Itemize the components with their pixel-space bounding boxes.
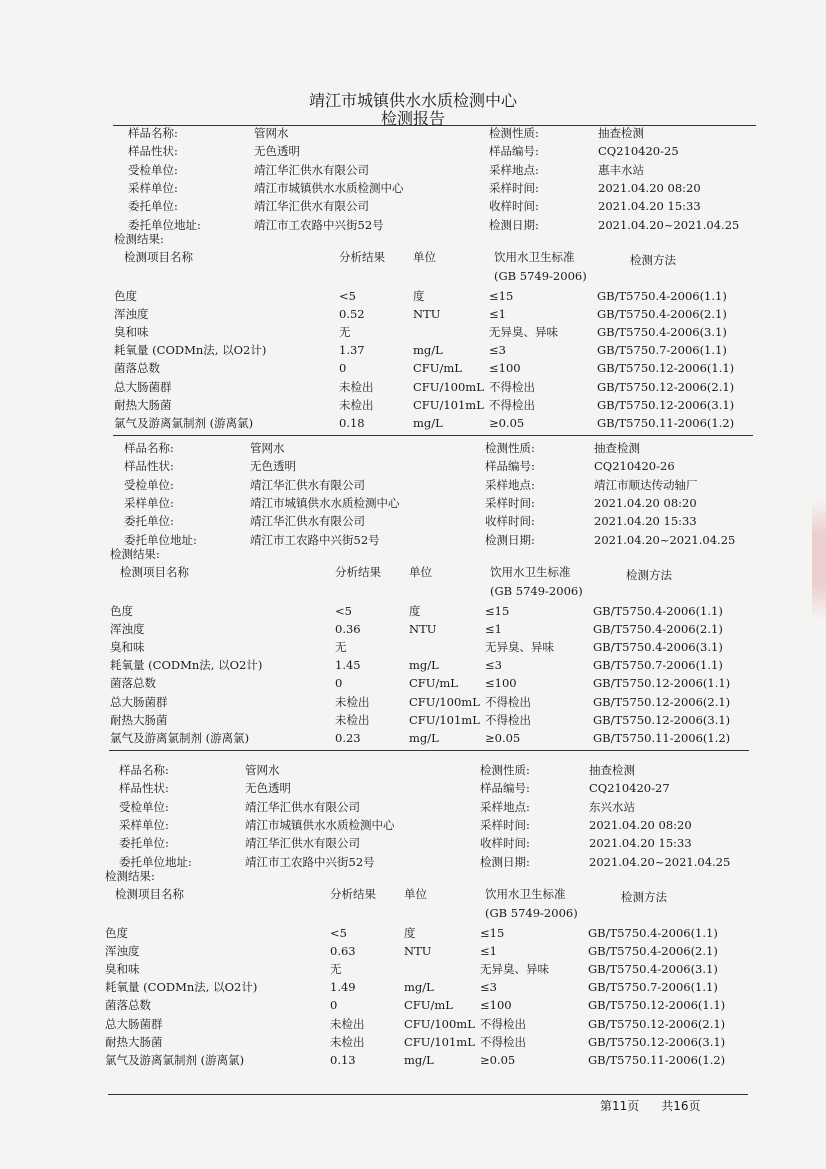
cell-standard: ≤3 — [480, 980, 497, 995]
cell-method: GB/T5750.12-2006(2.1) — [588, 1016, 726, 1031]
cell-standard: ≤100 — [485, 676, 517, 691]
value-client-address: 靖江市工农路中兴街52号 — [250, 532, 380, 547]
cell-result: 0 — [335, 676, 343, 691]
cell-result: <5 — [339, 289, 356, 303]
cell-result: 0.23 — [335, 730, 361, 745]
col-header-result: 分析结果 — [335, 565, 381, 579]
value-sample-state: 无色透明 — [254, 144, 300, 159]
cell-standard: ≤100 — [480, 998, 512, 1013]
cell-unit: NTU — [413, 307, 441, 322]
cell-standard: ≤3 — [489, 343, 506, 358]
cell-result: 无 — [330, 962, 342, 977]
cell-result: 未检出 — [335, 694, 370, 709]
label-sampling-unit: 采样单位: — [119, 817, 169, 832]
label-sampling-time: 采样时间: — [489, 180, 539, 195]
cell-method: GB/T5750.12-2006(3.1) — [593, 712, 731, 727]
label-sampling-time: 采样时间: — [485, 495, 535, 510]
col-header-method: 检测方法 — [621, 890, 667, 904]
cell-standard: ≤15 — [485, 604, 510, 618]
cell-method: GB/T5750.7-2006(1.1) — [597, 343, 727, 358]
cell-unit: CFU/101mL — [409, 712, 480, 727]
col-header-unit: 单位 — [404, 887, 427, 901]
cell-item: 菌落总数 — [105, 998, 151, 1013]
value-receiving-time: 2021.04.20 15:33 — [594, 514, 697, 529]
cell-standard: ≤3 — [485, 658, 502, 673]
cell-standard: ≤15 — [480, 926, 505, 940]
label-test-date: 检测日期: — [480, 854, 530, 869]
col-header-item: 检测项目名称 — [115, 887, 184, 901]
label-sample-state: 样品性状: — [128, 144, 178, 159]
cell-item: 氯气及游离氯制剂 (游离氯) — [110, 730, 250, 745]
cell-item: 耗氧量 (CODMn法, 以O2计) — [110, 658, 263, 673]
cell-method: GB/T5750.12-2006(3.1) — [588, 1034, 726, 1049]
cell-result: 未检出 — [339, 379, 374, 394]
sample-section — [0, 126, 826, 456]
cell-result: 0.13 — [330, 1052, 356, 1067]
cell-unit: CFU/100mL — [404, 1016, 475, 1031]
cell-result: 未检出 — [330, 1034, 365, 1049]
cell-result: 无 — [335, 640, 347, 655]
cell-result: 无 — [339, 325, 351, 340]
label-client-address: 委托单位地址: — [124, 532, 197, 547]
value-test-nature: 抽查检测 — [598, 126, 644, 140]
cell-unit: mg/L — [404, 1052, 434, 1067]
label-test-date: 检测日期: — [485, 532, 535, 547]
cell-result: <5 — [330, 926, 347, 940]
label-sample-state: 样品性状: — [124, 459, 174, 474]
cell-standard: ≤100 — [489, 361, 521, 376]
value-test-date: 2021.04.20~2021.04.25 — [589, 854, 731, 869]
value-sampling-time: 2021.04.20 08:20 — [589, 817, 692, 832]
cell-standard: 不得检出 — [485, 712, 531, 727]
col-header-standard: 饮用水卫生标准 — [494, 250, 575, 264]
cell-item: 氯气及游离氯制剂 (游离氯) — [114, 415, 254, 430]
cell-item: 浑浊度 — [110, 622, 145, 637]
col-header-standard-ref: (GB 5749-2006) — [485, 906, 578, 920]
value-test-date: 2021.04.20~2021.04.25 — [598, 217, 740, 232]
cell-result: 0.18 — [339, 415, 365, 430]
cell-item: 臭和味 — [110, 640, 145, 655]
cell-method: GB/T5750.4-2006(2.1) — [588, 944, 718, 959]
cell-item: 臭和味 — [105, 962, 140, 977]
cell-standard: 不得检出 — [489, 397, 535, 412]
cell-standard: ≥0.05 — [485, 730, 521, 745]
cell-standard: ≤1 — [485, 622, 502, 637]
cell-method: GB/T5750.12-2006(1.1) — [588, 998, 726, 1013]
cell-item: 色度 — [110, 604, 133, 618]
cell-method: GB/T5750.4-2006(2.1) — [597, 307, 727, 322]
cell-item: 菌落总数 — [110, 676, 156, 691]
cell-result: 0.52 — [339, 307, 365, 322]
value-sample-name: 管网水 — [245, 763, 280, 777]
label-client-address: 委托单位地址: — [128, 217, 201, 232]
label-sampling-unit: 采样单位: — [128, 180, 178, 195]
cell-standard: ≥0.05 — [480, 1052, 516, 1067]
cell-result: 0.63 — [330, 944, 356, 959]
report-title: 检测报告 — [380, 109, 445, 128]
value-receiving-time: 2021.04.20 15:33 — [589, 836, 692, 851]
label-test-date: 检测日期: — [489, 217, 539, 232]
cell-method: GB/T5750.11-2006(1.2) — [588, 1052, 726, 1067]
org-title: 靖江市城镇供水水质检测中心 — [308, 91, 517, 110]
cell-method: GB/T5750.12-2006(1.1) — [597, 361, 735, 376]
value-sample-no: CQ210420-27 — [589, 781, 670, 796]
cell-item: 浑浊度 — [114, 307, 149, 322]
value-client-address: 靖江市工农路中兴街52号 — [254, 217, 384, 232]
cell-standard: 不得检出 — [489, 379, 535, 394]
cell-item: 色度 — [105, 926, 128, 940]
label-sampling-time: 采样时间: — [480, 817, 530, 832]
cell-method: GB/T5750.11-2006(1.2) — [593, 730, 731, 745]
col-header-standard-ref: (GB 5749-2006) — [494, 269, 587, 283]
cell-result: 1.49 — [330, 980, 356, 995]
cell-item: 臭和味 — [114, 325, 149, 340]
label-client-unit: 委托单位: — [119, 836, 169, 851]
cell-method: GB/T5750.4-2006(1.1) — [597, 289, 727, 303]
value-sampling-site: 靖江市顺达传动轴厂 — [594, 477, 698, 492]
cell-standard: ≤1 — [480, 944, 497, 959]
col-header-standard: 饮用水卫生标准 — [490, 565, 571, 579]
cell-standard: ≥0.05 — [489, 415, 525, 430]
cell-item: 耗氧量 (CODMn法, 以O2计) — [114, 343, 267, 358]
value-sampling-unit: 靖江市城镇供水水质检测中心 — [245, 817, 395, 832]
cell-item: 菌落总数 — [114, 361, 160, 376]
cell-method: GB/T5750.7-2006(1.1) — [588, 980, 718, 995]
cell-result: 1.37 — [339, 343, 365, 358]
cell-result: 0.36 — [335, 622, 361, 637]
sample-section — [0, 441, 822, 771]
value-sampling-time: 2021.04.20 08:20 — [598, 180, 701, 195]
value-sample-state: 无色透明 — [250, 459, 296, 474]
value-sampling-site: 东兴水站 — [589, 799, 635, 814]
cell-unit: mg/L — [409, 730, 439, 745]
cell-unit: NTU — [404, 944, 432, 959]
label-sample-state: 样品性状: — [119, 781, 169, 796]
cell-unit: CFU/mL — [409, 676, 458, 691]
cell-method: GB/T5750.7-2006(1.1) — [593, 658, 723, 673]
col-header-standard: 饮用水卫生标准 — [485, 887, 566, 901]
cell-method: GB/T5750.12-2006(2.1) — [593, 694, 731, 709]
value-client-unit: 靖江华汇供水有限公司 — [245, 836, 360, 851]
label-sampling-site: 采样地点: — [480, 799, 530, 814]
value-inspected-unit: 靖江华汇供水有限公司 — [254, 162, 369, 177]
cell-standard: 无异臭、异味 — [485, 640, 554, 655]
cell-item: 耐热大肠菌 — [110, 712, 168, 727]
results-heading: 检测结果: — [105, 869, 155, 883]
value-sampling-unit: 靖江市城镇供水水质检测中心 — [254, 180, 404, 195]
label-sample-name: 样品名称: — [119, 763, 169, 777]
col-header-item: 检测项目名称 — [124, 250, 193, 264]
value-sampling-time: 2021.04.20 08:20 — [594, 495, 697, 510]
label-receiving-time: 收样时间: — [485, 514, 535, 529]
col-header-result: 分析结果 — [330, 887, 376, 901]
cell-unit: CFU/101mL — [413, 397, 484, 412]
results-heading: 检测结果: — [110, 547, 160, 561]
cell-item: 耐热大肠菌 — [105, 1034, 163, 1049]
page-footer — [600, 1097, 723, 1114]
cell-result: 1.45 — [335, 658, 361, 673]
cell-standard: 无异臭、异味 — [489, 325, 558, 340]
cell-item: 耗氧量 (CODMn法, 以O2计) — [105, 980, 258, 995]
label-client-unit: 委托单位: — [128, 199, 178, 214]
value-client-unit: 靖江华汇供水有限公司 — [254, 199, 369, 214]
cell-item: 总大肠菌群 — [110, 694, 168, 709]
cell-result: 未检出 — [335, 712, 370, 727]
cell-unit: NTU — [409, 622, 437, 637]
value-sample-state: 无色透明 — [245, 781, 291, 796]
cell-item: 浑浊度 — [105, 944, 140, 959]
value-test-nature: 抽查检测 — [594, 441, 640, 455]
cell-method: GB/T5750.11-2006(1.2) — [597, 415, 735, 430]
value-sample-no: CQ210420-26 — [594, 459, 675, 474]
cell-result: 0 — [339, 361, 347, 376]
cell-unit: 度 — [409, 604, 421, 618]
cell-method: GB/T5750.4-2006(3.1) — [597, 325, 727, 340]
stamp-mark — [812, 500, 826, 620]
label-sample-no: 样品编号: — [485, 459, 535, 474]
value-inspected-unit: 靖江华汇供水有限公司 — [245, 799, 360, 814]
value-inspected-unit: 靖江华汇供水有限公司 — [250, 477, 365, 492]
label-sample-no: 样品编号: — [489, 144, 539, 159]
cell-method: GB/T5750.4-2006(3.1) — [593, 640, 723, 655]
cell-unit: mg/L — [404, 980, 434, 995]
cell-method: GB/T5750.12-2006(3.1) — [597, 397, 735, 412]
cell-standard: 不得检出 — [480, 1034, 526, 1049]
cell-item: 总大肠菌群 — [114, 379, 172, 394]
cell-standard: 无异臭、异味 — [480, 962, 549, 977]
label-sampling-unit: 采样单位: — [124, 495, 174, 510]
cell-item: 总大肠菌群 — [105, 1016, 163, 1031]
label-receiving-time: 收样时间: — [489, 199, 539, 214]
cell-unit: CFU/mL — [404, 998, 453, 1013]
cell-method: GB/T5750.4-2006(1.1) — [593, 604, 723, 618]
col-header-item: 检测项目名称 — [120, 565, 189, 579]
cell-unit: 度 — [404, 926, 416, 940]
value-sampling-site: 惠丰水站 — [598, 162, 644, 177]
cell-unit: mg/L — [413, 415, 443, 430]
cell-unit: CFU/101mL — [404, 1034, 475, 1049]
cell-standard: ≤1 — [489, 307, 506, 322]
cell-method: GB/T5750.4-2006(3.1) — [588, 962, 718, 977]
label-sample-name: 样品名称: — [128, 126, 178, 140]
cell-unit: mg/L — [409, 658, 439, 673]
cell-standard: ≤15 — [489, 289, 514, 303]
cell-standard: 不得检出 — [485, 694, 531, 709]
cell-method: GB/T5750.12-2006(2.1) — [597, 379, 735, 394]
cell-unit: CFU/100mL — [413, 379, 484, 394]
label-test-nature: 检测性质: — [480, 763, 530, 777]
value-test-nature: 抽查检测 — [589, 763, 635, 777]
label-sample-name: 样品名称: — [124, 441, 174, 455]
col-header-result: 分析结果 — [339, 250, 385, 264]
label-test-nature: 检测性质: — [485, 441, 535, 455]
page-total: 共16页 — [661, 1099, 701, 1113]
label-test-nature: 检测性质: — [489, 126, 539, 140]
cell-method: GB/T5750.12-2006(1.1) — [593, 676, 731, 691]
col-header-method: 检测方法 — [626, 568, 672, 582]
cell-result: 未检出 — [330, 1016, 365, 1031]
cell-unit: CFU/100mL — [409, 694, 480, 709]
value-test-date: 2021.04.20~2021.04.25 — [594, 532, 736, 547]
label-receiving-time: 收样时间: — [480, 836, 530, 851]
value-sampling-unit: 靖江市城镇供水水质检测中心 — [250, 495, 400, 510]
cell-method: GB/T5750.4-2006(2.1) — [593, 622, 723, 637]
label-sampling-site: 采样地点: — [485, 477, 535, 492]
col-header-unit: 单位 — [409, 565, 432, 579]
section-divider — [113, 435, 753, 436]
cell-item: 耐热大肠菌 — [114, 397, 172, 412]
col-header-method: 检测方法 — [630, 253, 676, 267]
cell-unit: 度 — [413, 289, 425, 303]
label-inspected-unit: 受检单位: — [119, 799, 169, 814]
results-heading: 检测结果: — [114, 232, 164, 246]
cell-result: 未检出 — [339, 397, 374, 412]
section-divider — [109, 750, 749, 751]
label-client-address: 委托单位地址: — [119, 854, 192, 869]
cell-standard: 不得检出 — [480, 1016, 526, 1031]
cell-result: 0 — [330, 998, 338, 1013]
value-receiving-time: 2021.04.20 15:33 — [598, 199, 701, 214]
cell-unit: CFU/mL — [413, 361, 462, 376]
cell-item: 氯气及游离氯制剂 (游离氯) — [105, 1052, 245, 1067]
label-inspected-unit: 受检单位: — [124, 477, 174, 492]
value-sample-no: CQ210420-25 — [598, 144, 679, 159]
label-inspected-unit: 受检单位: — [128, 162, 178, 177]
cell-item: 色度 — [114, 289, 137, 303]
col-header-unit: 单位 — [413, 250, 436, 264]
value-sample-name: 管网水 — [250, 441, 285, 455]
footer-divider — [108, 1094, 748, 1095]
sample-section — [0, 763, 817, 1093]
cell-result: <5 — [335, 604, 352, 618]
cell-method: GB/T5750.4-2006(1.1) — [588, 926, 718, 940]
label-sample-no: 样品编号: — [480, 781, 530, 796]
page-number: 第11页 — [600, 1099, 640, 1113]
value-sample-name: 管网水 — [254, 126, 289, 140]
value-client-unit: 靖江华汇供水有限公司 — [250, 514, 365, 529]
col-header-standard-ref: (GB 5749-2006) — [490, 584, 583, 598]
cell-unit: mg/L — [413, 343, 443, 358]
label-client-unit: 委托单位: — [124, 514, 174, 529]
label-sampling-site: 采样地点: — [489, 162, 539, 177]
value-client-address: 靖江市工农路中兴街52号 — [245, 854, 375, 869]
